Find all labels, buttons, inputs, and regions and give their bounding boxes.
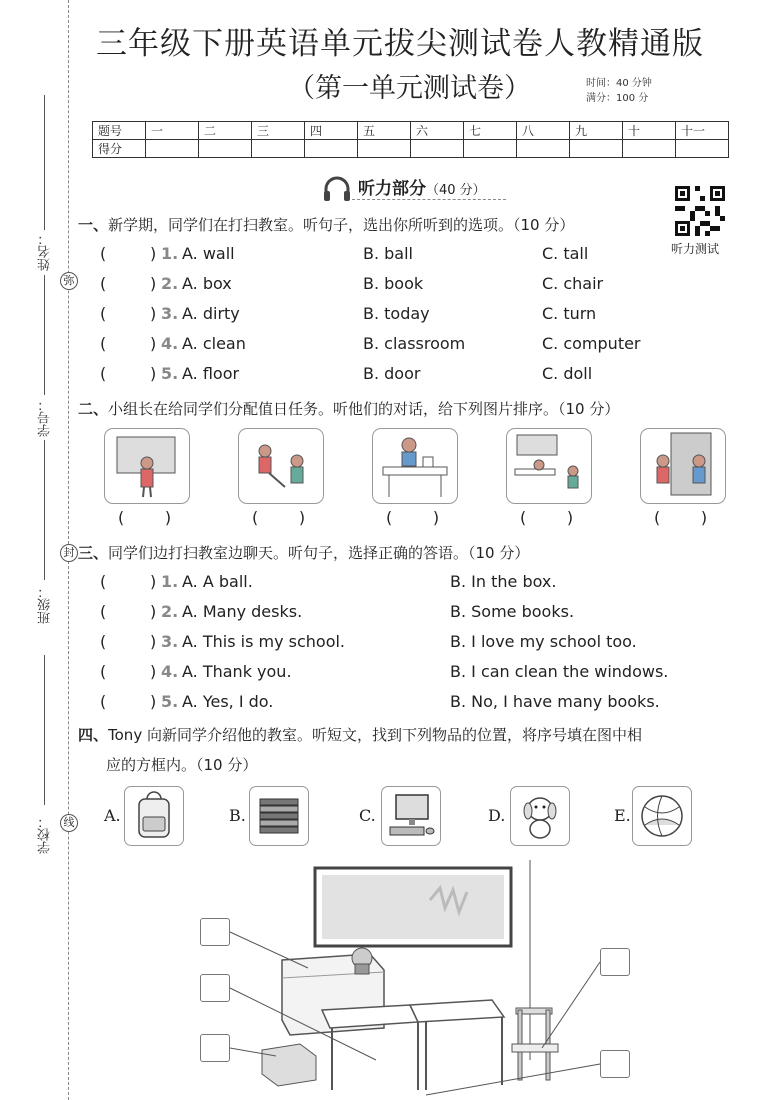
answer-paren-close[interactable]: ) (150, 274, 157, 293)
score-table-row-headers (93, 122, 729, 140)
option-a: A. floor (182, 364, 240, 383)
score-input-cell[interactable] (305, 140, 358, 158)
picture-classroom-cleaning (506, 428, 592, 504)
score-table (92, 121, 729, 158)
answer-paren-open: ( (100, 334, 107, 353)
section1-number: 一、 (78, 216, 109, 234)
option-a: A. dirty (182, 304, 240, 323)
question-number: 5. (161, 692, 179, 711)
schoolbag-icon (125, 787, 183, 845)
answer-paren-close[interactable]: ) (150, 602, 157, 621)
section4-number: 四、 (78, 726, 109, 744)
score-input-cell[interactable] (676, 140, 729, 158)
listening-underline (352, 199, 506, 200)
section2-text: 小组长在给同学们分配值日任务。听他们的对话，给下列图片排序。（10 分） (108, 400, 620, 418)
answer-paren-close[interactable]: ) (150, 244, 157, 263)
schoolbag-option (124, 786, 184, 846)
option-a: A. Thank you. (182, 662, 292, 681)
object-label-a: A. (104, 806, 121, 825)
option-b: B. book (363, 274, 424, 293)
option-b: B. In the box. (450, 572, 557, 591)
student-no-rule (44, 275, 45, 395)
toy-dog-option (510, 786, 570, 846)
picture-wiping-blackboard (104, 428, 190, 504)
picture-cleaning-door (640, 428, 726, 504)
order-blank[interactable]: ( ) (118, 508, 172, 527)
option-c: C. turn (542, 304, 597, 323)
order-blank[interactable]: ( ) (654, 508, 708, 527)
question-number: 1. (161, 572, 179, 591)
score-input-cell[interactable] (570, 140, 623, 158)
option-a: A. Many desks. (182, 602, 303, 621)
headphones-icon (322, 175, 352, 203)
section4-instruction-cont: 应的方框内。（10 分） (106, 756, 258, 774)
seal-feng: 封 (60, 544, 78, 562)
option-a: A. wall (182, 244, 235, 263)
table-cell: 四 (305, 122, 358, 140)
answer-paren-close[interactable]: ) (150, 334, 157, 353)
answer-paren-open: ( (100, 572, 107, 591)
score-table-row-scores (93, 140, 729, 158)
ball-icon (633, 787, 691, 845)
school-label: 学校： (38, 815, 53, 854)
section3-instruction (78, 542, 529, 563)
position-answer-box[interactable] (600, 948, 630, 976)
answer-paren-open: ( (100, 274, 107, 293)
classroom-illustration (190, 860, 650, 1100)
question-number: 1. (161, 244, 179, 263)
section3-text: 同学们边打扫教室边聊天。听句子，选择正确的答语。（10 分） (108, 544, 530, 562)
listening-heading (358, 174, 486, 199)
option-c: C. chair (542, 274, 604, 293)
option-b: B. I can clean the windows. (450, 662, 669, 681)
boy-cleaning-desk-icon (373, 429, 457, 503)
score-input-cell[interactable] (464, 140, 517, 158)
table-cell: 三 (252, 122, 305, 140)
listening-title: 听力部分 (358, 179, 426, 199)
question-number: 4. (161, 334, 179, 353)
exam-time: 时间：40 分钟 (586, 78, 652, 89)
qr-label: 听力测试 (671, 242, 720, 256)
option-c: C. computer (542, 334, 641, 353)
answer-paren-open: ( (100, 662, 107, 681)
answer-paren-open: ( (100, 364, 107, 383)
option-b: B. today (363, 304, 430, 323)
option-a: A. A ball. (182, 572, 253, 591)
table-cell: 八 (517, 122, 570, 140)
seal-mi: 弥 (60, 272, 78, 290)
seal-xian: 线 (60, 814, 78, 832)
toy-dog-icon (511, 787, 569, 845)
answer-paren-open: ( (100, 244, 107, 263)
answer-paren-close[interactable]: ) (150, 632, 157, 651)
question-number: 2. (161, 602, 179, 621)
option-b: B. ball (363, 244, 413, 263)
position-answer-box[interactable] (200, 918, 230, 946)
table-cell: 二 (199, 122, 252, 140)
section4-text: Tony 向新同学介绍他的教室。听短文，找到下列物品的位置，将序号填在图中相 (108, 726, 642, 744)
score-input-cell[interactable] (358, 140, 411, 158)
answer-paren-close[interactable]: ) (150, 662, 157, 681)
table-cell: 十 (623, 122, 676, 140)
option-b: B. I love my school too. (450, 632, 637, 651)
picture-sweeping-floor (238, 428, 324, 504)
position-answer-box[interactable] (200, 974, 230, 1002)
question-number: 3. (161, 304, 179, 323)
section4-instruction (78, 724, 642, 745)
option-b: B. classroom (363, 334, 466, 353)
section1-text: 新学期，同学们在打扫教室。听句子，选出你所听到的选项。（10 分） (108, 216, 575, 234)
score-input-cell[interactable] (517, 140, 570, 158)
kids-sweeping-icon (239, 429, 323, 503)
object-label-c: C. (359, 806, 376, 825)
score-input-cell[interactable] (252, 140, 305, 158)
option-c: C. doll (542, 364, 593, 383)
option-c: C. tall (542, 244, 589, 263)
section3-number: 三、 (78, 544, 109, 562)
option-a: A. clean (182, 334, 246, 353)
page-subtitle: （第一单元测试卷） (288, 73, 531, 104)
books-icon (250, 787, 308, 845)
position-answer-box[interactable] (600, 1050, 630, 1078)
student-no-label: 学号： (38, 398, 53, 437)
table-cell: 题号 (93, 122, 146, 140)
object-label-b: B. (229, 806, 246, 825)
listening-points: （40 分） (426, 183, 486, 198)
kids-cleaning-door-icon (641, 429, 725, 503)
option-b: B. door (363, 364, 421, 383)
order-blank[interactable]: ( ) (386, 508, 440, 527)
answer-paren-close[interactable]: ) (150, 364, 157, 383)
option-a: A. This is my school. (182, 632, 346, 651)
score-input-cell[interactable] (411, 140, 464, 158)
page-title: 三年级下册英语单元拔尖测试卷人教精通版 (96, 26, 704, 62)
qr-code-icon[interactable] (675, 186, 725, 236)
computer-icon (382, 787, 440, 845)
class-label: 班级： (38, 585, 53, 624)
score-input-cell[interactable] (199, 140, 252, 158)
girl-cleaning-blackboard-icon (105, 429, 189, 503)
name-rule (44, 95, 45, 230)
answer-paren-close[interactable]: ) (150, 572, 157, 591)
option-a: A. box (182, 274, 232, 293)
answer-paren-open: ( (100, 602, 107, 621)
classroom-cleaning-icon (507, 429, 591, 503)
section2-number: 二、 (78, 400, 109, 418)
table-cell: 五 (358, 122, 411, 140)
option-a: A. Yes, I do. (182, 692, 274, 711)
table-cell: 十一 (676, 122, 729, 140)
section1-instruction (78, 214, 574, 235)
object-label-d: D. (488, 806, 506, 825)
question-number: 5. (161, 364, 179, 383)
answer-paren-open: ( (100, 632, 107, 651)
answer-paren-close[interactable]: ) (150, 304, 157, 323)
school-rule (44, 655, 45, 805)
ball-option (632, 786, 692, 846)
score-input-cell[interactable] (146, 140, 199, 158)
score-input-cell[interactable] (623, 140, 676, 158)
table-cell: 七 (464, 122, 517, 140)
order-blank[interactable]: ( ) (520, 508, 574, 527)
table-cell: 得分 (93, 140, 146, 158)
name-label: 姓名： (38, 232, 53, 271)
question-number: 3. (161, 632, 179, 651)
class-rule (44, 440, 45, 580)
computer-option (381, 786, 441, 846)
question-number: 4. (161, 662, 179, 681)
table-cell: 一 (146, 122, 199, 140)
full-score: 满分：100 分 (586, 93, 649, 104)
answer-paren-open: ( (100, 692, 107, 711)
books-option (249, 786, 309, 846)
answer-paren-open: ( (100, 304, 107, 323)
answer-paren-close[interactable]: ) (150, 692, 157, 711)
option-b: B. No, I have many books. (450, 692, 660, 711)
picture-cleaning-desk (372, 428, 458, 504)
option-b: B. Some books. (450, 602, 575, 621)
table-cell: 九 (570, 122, 623, 140)
order-blank[interactable]: ( ) (252, 508, 306, 527)
question-number: 2. (161, 274, 179, 293)
table-cell: 六 (411, 122, 464, 140)
object-label-e: E. (614, 806, 631, 825)
position-answer-box[interactable] (200, 1034, 230, 1062)
section2-instruction (78, 398, 619, 419)
